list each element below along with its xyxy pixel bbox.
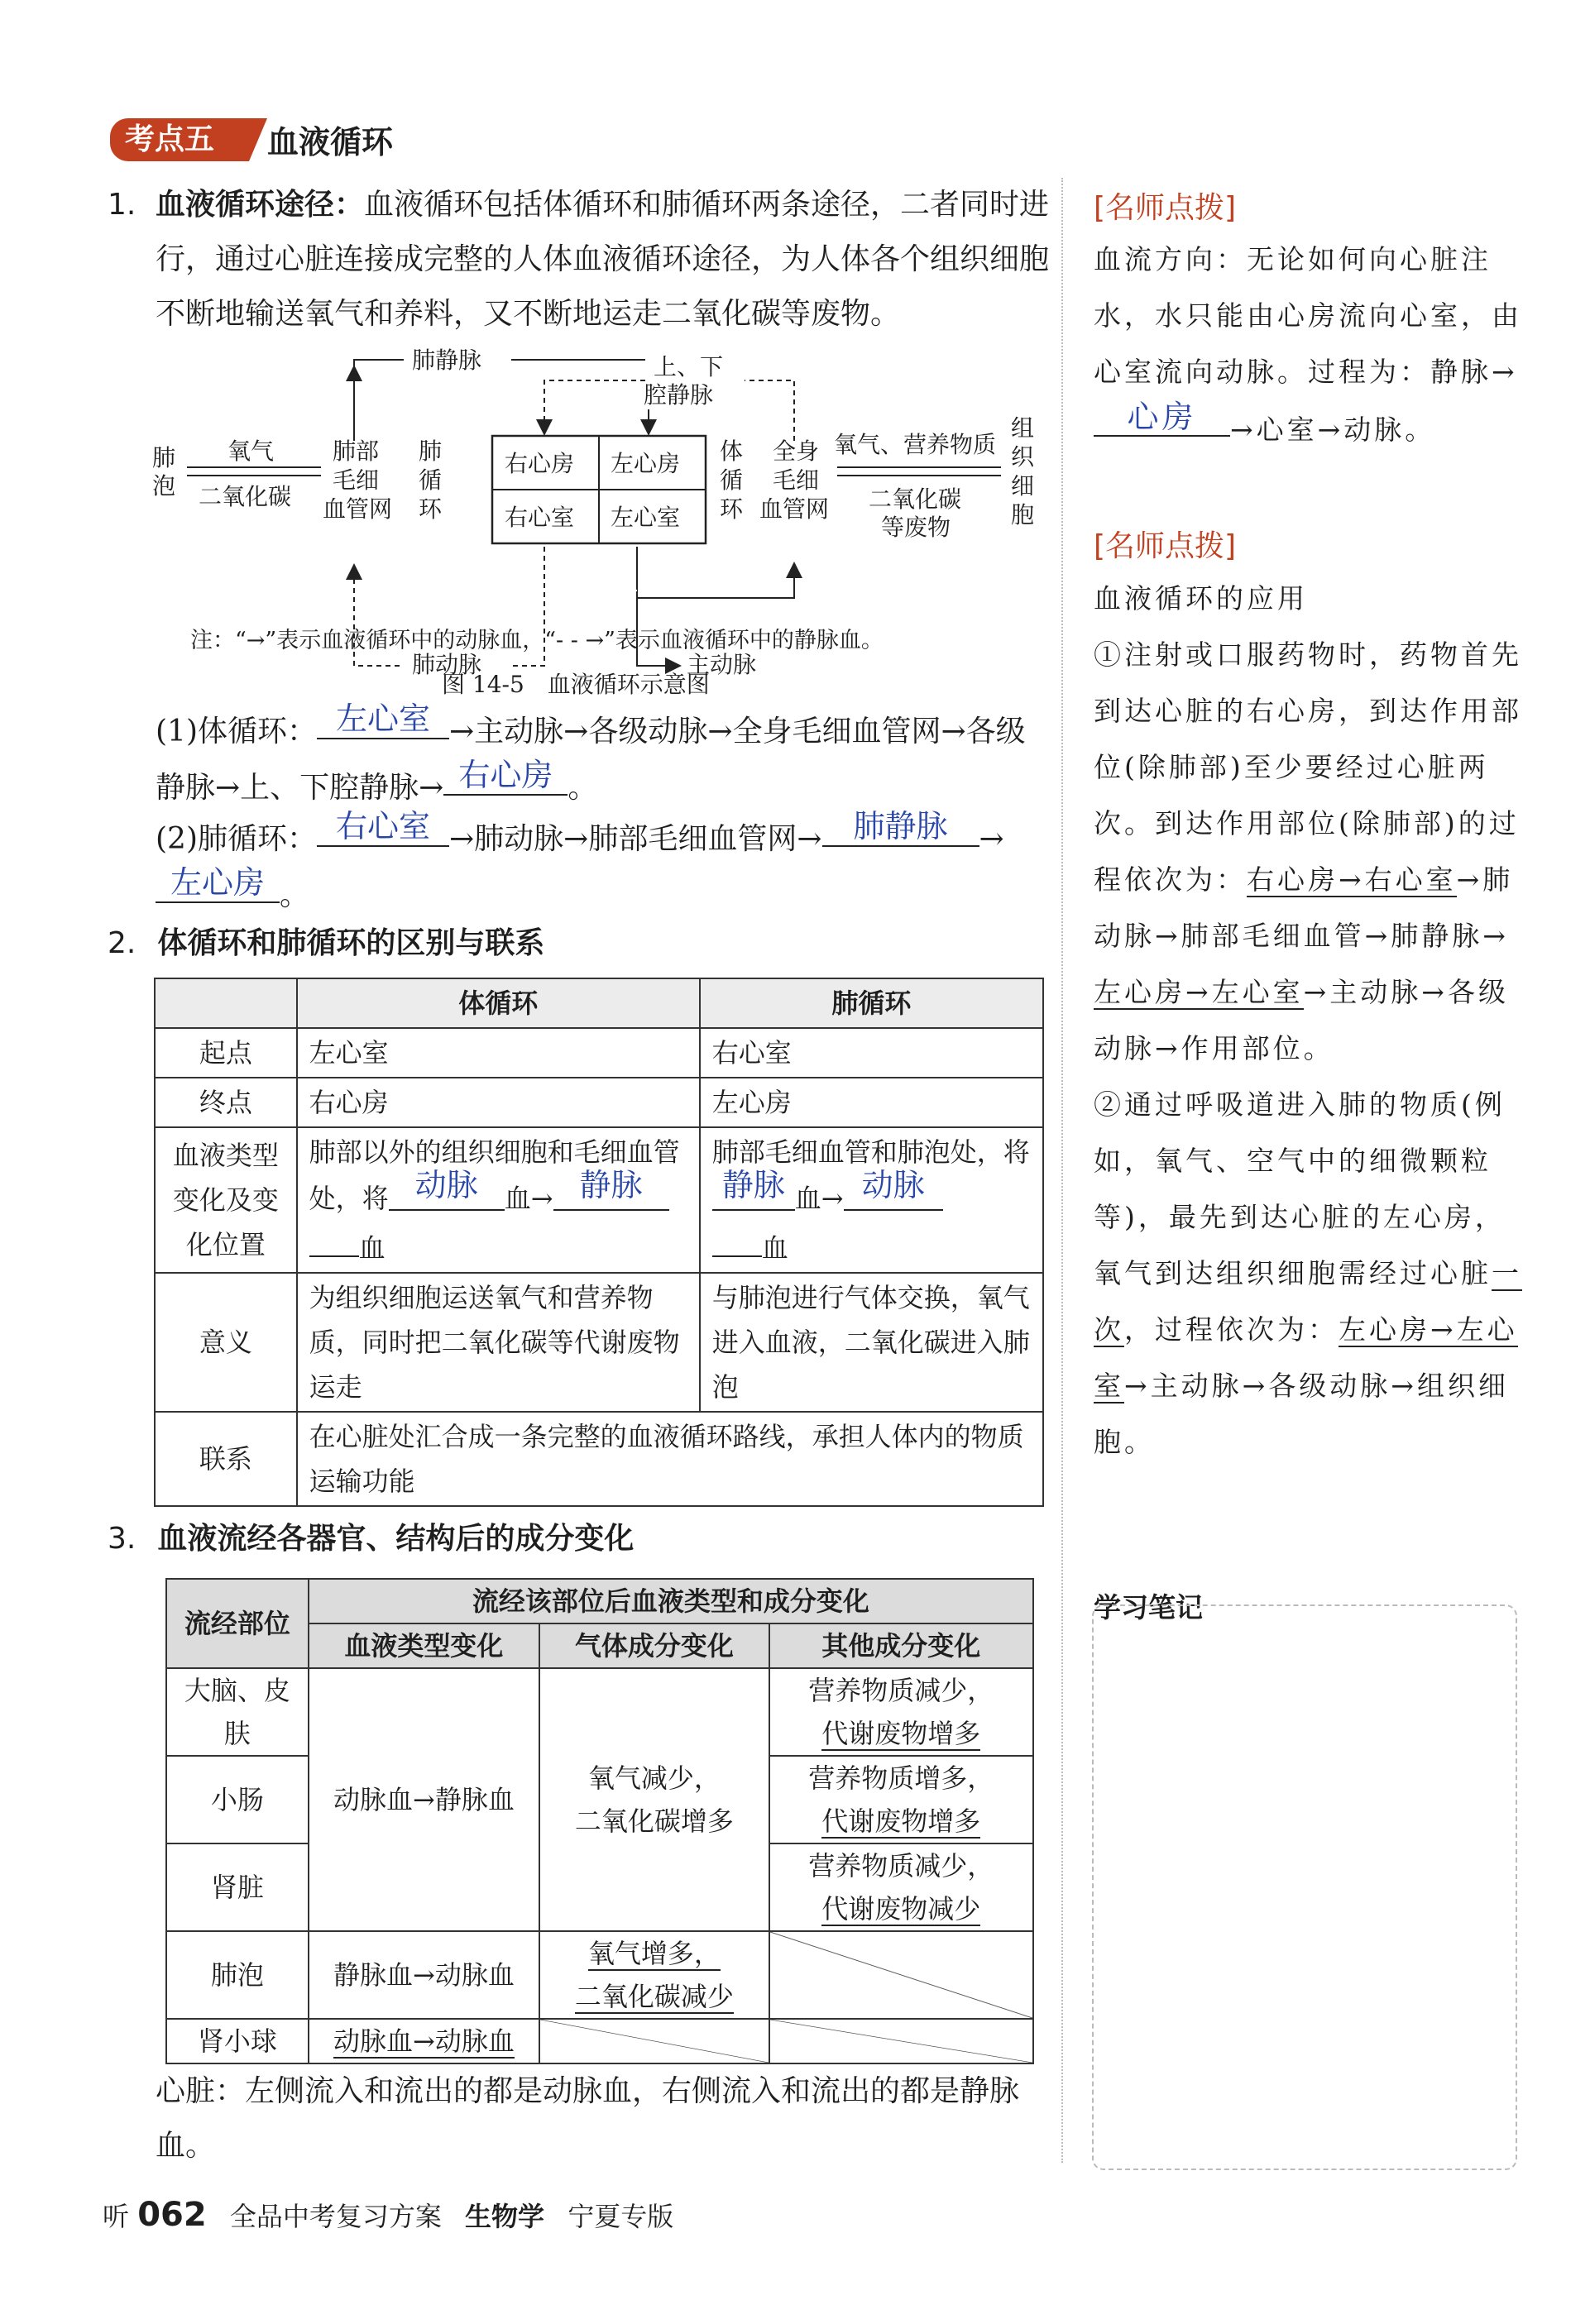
co2-waste-2: 等废物 [881, 514, 951, 541]
column-divider [1061, 178, 1063, 2163]
study-notes-label: 学习笔记 [1094, 1591, 1203, 1623]
study-notes-box[interactable] [1092, 1604, 1517, 2170]
answer-vein-pul: 静脉 [721, 1167, 785, 1203]
tip-2-body: 血液循环的应用 ①注射或口服药物时，药物首先到达心脏的右心房，到达作用部位(除肺部)至少要经过心脏两次。到达作用部位(除肺部)的过程依次为：右心房→右心室→肺动脉→肺部毛细血管→肺静脉→左心房→左心室→主动脉→各级动脉→作用部位。 ②通过呼吸道进入肺的物质(例如，氧气、空气中的细微颗粒等)，最先到达心脏的左心房，氧气到达组织细胞需经过心脏一次，过程依次为：左心房→左心室→主动脉→各级动脉→组织细胞。 [1094, 582, 1522, 1458]
tip-1-heading: [名师点拨] [1094, 191, 1237, 225]
table-row: 终点 右心房 左心房 [155, 1078, 1043, 1127]
answer-systemic-end: 右心房 [458, 757, 553, 793]
right-ventricle: 右心室 [505, 504, 575, 531]
diagram-caption: 图 14-5 血液循环示意图 [442, 671, 710, 698]
section-title: 血液循环 [267, 124, 394, 160]
col-systemic: 体循环 [297, 978, 700, 1028]
heart-note: 心脏：左侧流入和流出的都是动脉血，右侧流入和流出的都是静脉血。 [156, 2074, 1020, 2163]
tissue-2: 织 [1011, 443, 1035, 471]
listen-icon: 听 [103, 2201, 130, 2232]
paragraph-3-heading: 血液流经各器官、结构后的成分变化 [157, 1522, 635, 1556]
comparison-table [154, 978, 1044, 1507]
pul-circ-1: 肺 [419, 438, 443, 465]
table-row: 肾小球 动脉血→动脉血 [166, 2019, 1033, 2063]
answer-artery-pul: 动脉 [861, 1167, 925, 1203]
pulmonary-vein-label: 肺静脉 [412, 347, 482, 374]
alveoli-2: 泡 [152, 472, 176, 500]
right-atrium: 右心房 [505, 450, 575, 477]
co2-label: 二氧化碳 [199, 483, 292, 510]
lung-cap-3: 血管网 [323, 495, 393, 523]
table-row: 大脑、皮肤 动脉血→静脉血 氧气减少， 二氧化碳增多 营养物质减少， 代谢废物增多 [166, 1668, 1033, 1756]
tissue-3: 细 [1011, 472, 1035, 500]
footer: 听 062 全品中考复习方案 生物学 宁夏专版 [103, 2196, 674, 2234]
left-ventricle: 左心室 [611, 504, 681, 531]
body-cap-1: 全身 [773, 438, 820, 465]
table-row: 肾脏 营养物质减少， 代谢废物减少 [166, 1843, 1033, 1931]
section-badge: 考点五 [110, 118, 249, 161]
paragraph-1-heading: 血液循环途径： [156, 188, 365, 222]
answer-pulmonary-vein: 肺静脉 [853, 808, 948, 844]
flow-table: 流经部位 流经该部位后血液类型和成分变化 血液类型变化 气体成分变化 其他成分变化 大脑、皮肤 动脉血→静脉血 氧气减少， 二氧化碳增多 营养物质减少， 代谢废物增多 小肠 营养物质增多， 代谢废物增多 肾脏 营养物质减少， 代谢废物减少 肺泡 静脉血→动脉血 氧气增多， 二氧化碳减少 肾小球 动脉血→动脉血 [165, 1578, 1034, 2064]
co2-waste-1: 二氧化碳 [869, 485, 962, 513]
tip-2-heading: [名师点拨] [1094, 529, 1237, 563]
answer-systemic-start: 左心室 [335, 701, 430, 737]
pul-circ-2: 循 [419, 466, 443, 494]
diagram-note: 注：“→”表示血液循环中的动脉血，“- - →”表示血液循环中的静脉血。 [190, 628, 884, 653]
answer-pulmonary-end: 左心房 [170, 864, 265, 901]
answer-artery: 动脉 [414, 1167, 478, 1203]
aorta-label: 主动脉 [687, 651, 757, 678]
page-number: 062 [137, 2196, 207, 2234]
tip-1-body: 血流方向：无论如何向心脏注水，水只能由心房流向心室，由心室流向动脉。过程为：静脉→心房 →心室→动脉。 [1094, 243, 1522, 446]
body-cap-3: 血管网 [759, 495, 830, 523]
pul-circ-3: 环 [419, 495, 443, 523]
paragraph-2: 2. 体循环和肺循环的区别与联系 [108, 926, 545, 960]
oxygen-label: 氧气 [227, 438, 275, 465]
o2-nutrient-label: 氧气、营养物质 [834, 431, 997, 458]
table-row: 联系 在心脏处汇合成一条完整的血液循环路线，承担人体内的物质运输功能 [155, 1412, 1043, 1506]
answer-atrium: 心房 [1127, 399, 1197, 435]
body-cap-2: 毛细 [773, 466, 820, 494]
alveoli-1: 肺 [152, 444, 176, 471]
sys-circ-1: 体 [720, 438, 744, 465]
table-row: 意义 为组织细胞运送氧气和营养物质，同时把二氧化碳等代谢废物运走 与肺泡进行气体交换，氧气进入血液，二氧化碳进入肺泡 [155, 1273, 1043, 1412]
answer-vein: 静脉 [579, 1167, 643, 1203]
pulmonary-artery-label: 肺动脉 [412, 651, 482, 678]
paragraph-1: 1. 血液循环途径：血液循环包括体循环和肺循环两条途径，二者同时进行，通过心脏连接成完整的人体血液循环途径，为人体各个组织细胞不断地输送氧气和养料，又不断地运走二氧化碳等废物。 [108, 188, 1050, 331]
vena-cava-label-2: 腔静脉 [644, 381, 714, 409]
col-pulmonary: 肺循环 [700, 978, 1043, 1028]
paragraph-2-heading: 体循环和肺循环的区别与联系 [157, 926, 545, 960]
answer-pulmonary-start: 右心室 [335, 808, 430, 844]
vena-cava-label-1: 上、下 [654, 353, 724, 380]
systemic-circulation: (1)体循环： 左心室 →主动脉→各级动脉→全身毛细血管网→各级静脉→上、下腔静脉→ 右心房 。 [156, 701, 1026, 805]
tissue-4: 胞 [1011, 501, 1035, 528]
table-row: 血液类型变化及变化位置 肺部以外的组织细胞和毛细血管处，将 动脉 血→ 静脉 血 肺部毛细血管和肺泡处，将静脉 血→ 动脉 血 [155, 1127, 1043, 1273]
paragraph-1-body: 血液循环包括体循环和肺循环两条途径，二者同时进行，通过心脏连接成完整的人体血液循环途径，为人体各个组织细胞不断地输送氧气和养料，又不断地运走二氧化碳等废物。 [156, 188, 1050, 331]
pulmonary-circulation: (2)肺循环： 右心室 →肺动脉→肺部毛细血管网→ 肺静脉 →左心房 。 [156, 808, 1004, 912]
tissue-1: 组 [1011, 414, 1035, 442]
table-row: 起点 左心室 右心室 [155, 1028, 1043, 1078]
lung-cap-1: 肺部 [333, 438, 380, 465]
lung-cap-2: 毛细 [333, 466, 380, 494]
table-row: 小肠 营养物质增多， 代谢废物增多 [166, 1756, 1033, 1843]
table-row: 肺泡 静脉血→动脉血 氧气增多， 二氧化碳减少 [166, 1931, 1033, 2019]
left-atrium: 左心房 [611, 450, 681, 477]
paragraph-3: 3. 血液流经各器官、结构后的成分变化 [108, 1522, 635, 1556]
sys-circ-2: 循 [720, 466, 744, 494]
sys-circ-3: 环 [720, 495, 744, 523]
